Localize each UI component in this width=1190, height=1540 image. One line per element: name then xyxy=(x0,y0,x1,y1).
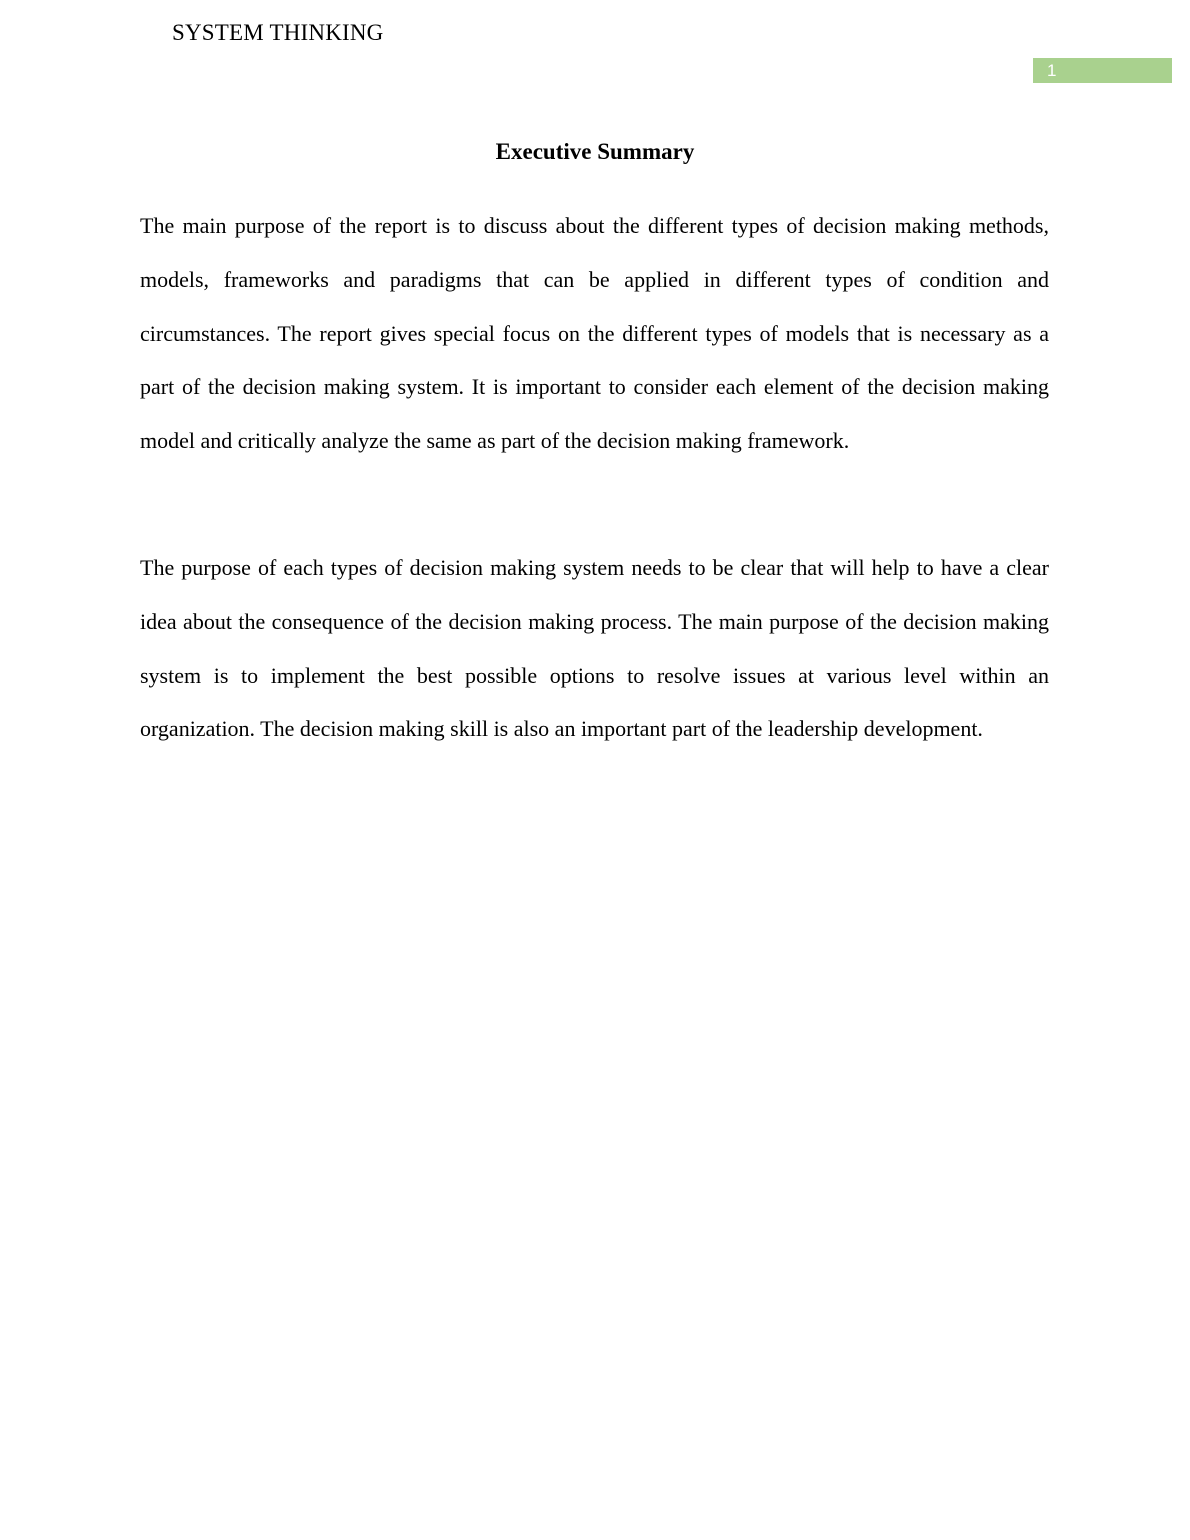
page-number-box xyxy=(1033,58,1172,83)
running-head: SYSTEM THINKING xyxy=(172,20,384,45)
paragraph-1: The main purpose of the report is to discuss about the different types of decision making methods, models, frameworks and paradigms that can be applied in different types of condition and circumstances. The report gives special focus on the different types of models that is necessary as a part of the decision making system. It is important to consider each element of the decision making model and critically analyze the same as part of the decision making framework. xyxy=(140,213,1049,454)
page-title: Executive Summary xyxy=(495,139,695,164)
page-number: 1 xyxy=(1047,61,1057,80)
paragraph-2: The purpose of each types of decision making system needs to be clear that will help to have a clear idea about the consequence of the decision making process. The main purpose of the decision making system is to implement the best possible options to resolve issues at various level within an organization. The decision making skill is also an important part of the leadership development. xyxy=(140,555,1049,742)
